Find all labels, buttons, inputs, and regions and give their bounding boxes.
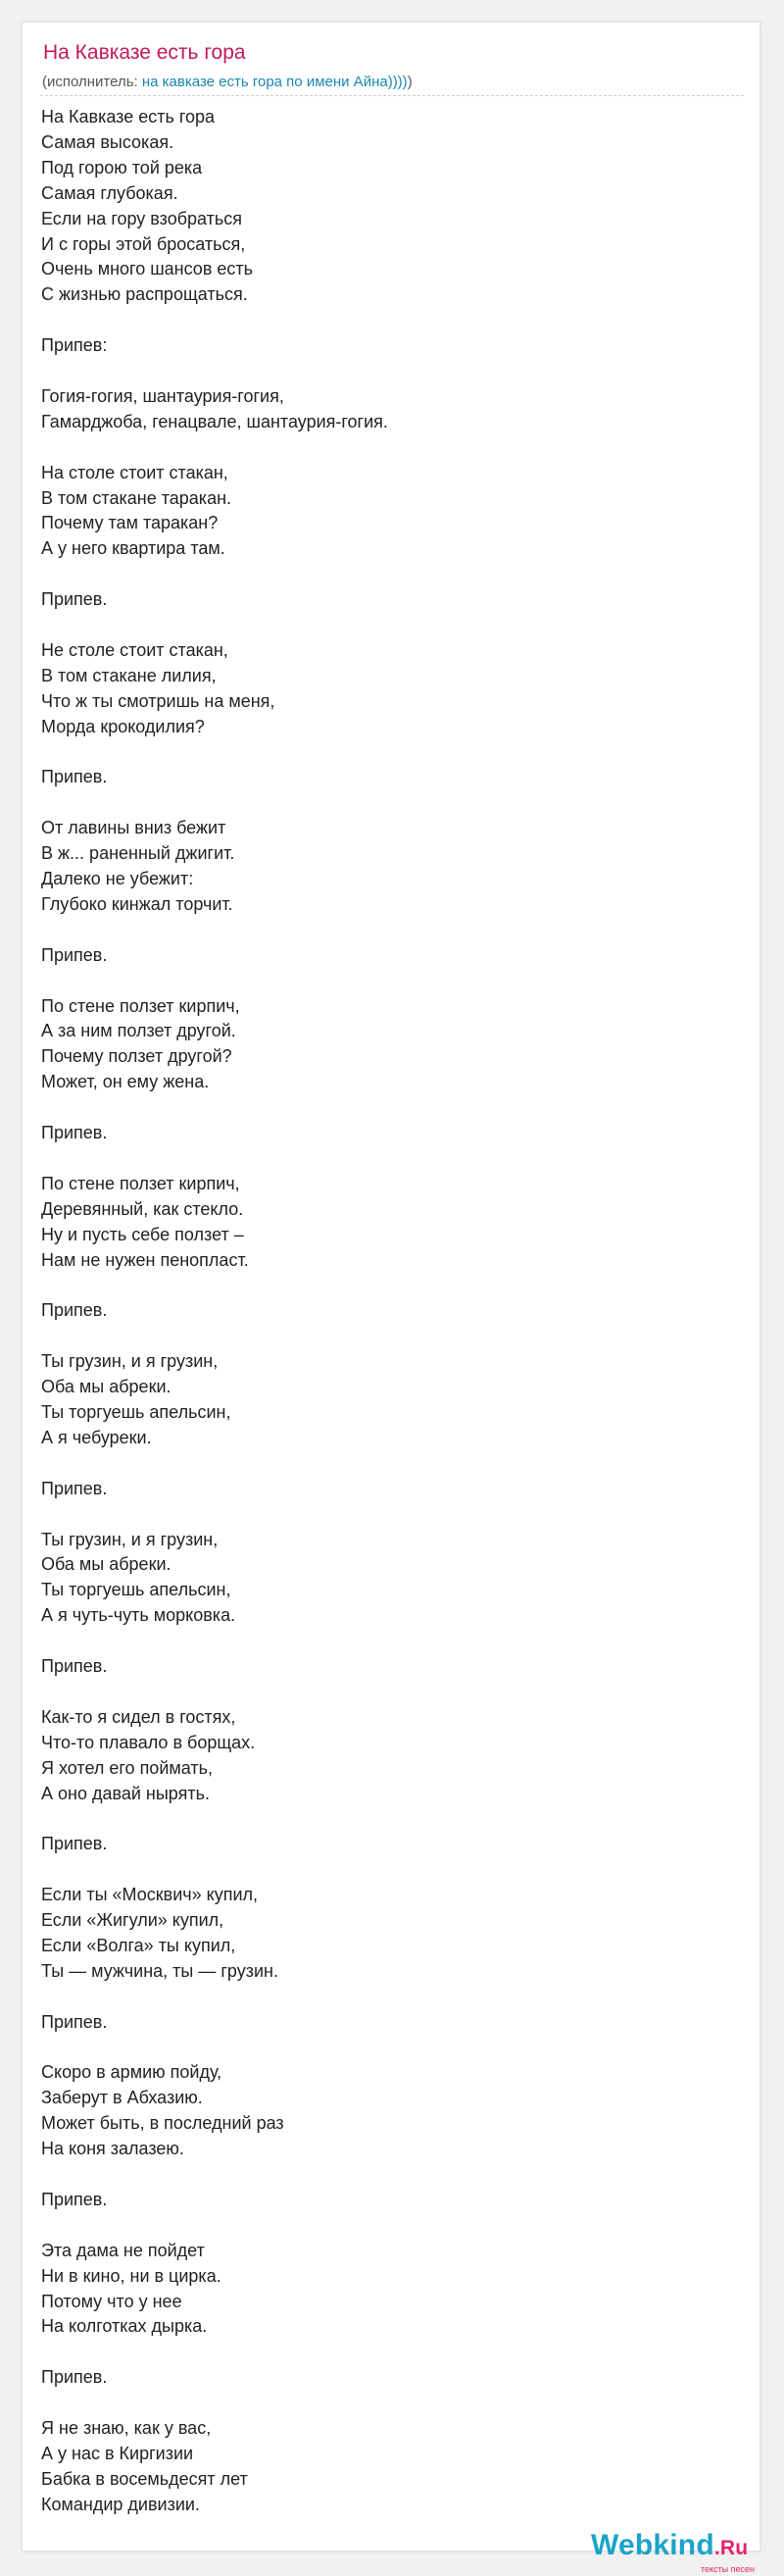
logo-wordmark: [591, 2529, 748, 2562]
lyric-line: Под горою той река: [41, 157, 203, 177]
lyric-line: Потому что у нее: [41, 2291, 182, 2311]
lyric-line: Ты грузин, и я грузин,: [41, 1351, 219, 1372]
logo-tld: .Ru: [713, 2537, 749, 2559]
lyric-blank-line: [41, 790, 727, 816]
lyric-line: Что-то плавало в борщах.: [41, 1732, 256, 1752]
lyric-line: Я хотел его поймать,: [41, 1757, 213, 1778]
lyric-line: Далеко не убежит:: [41, 869, 194, 889]
lyric-blank-line: [41, 1451, 727, 1477]
lyric-line: Припев.: [41, 1300, 108, 1321]
lyric-line: Очень много шансов есть: [41, 259, 254, 279]
byline-suffix: ): [407, 74, 413, 90]
lyric-line: Припев.: [41, 2367, 108, 2388]
lyric-blank-line: [41, 2213, 727, 2239]
lyric-line: Деревянный, как стекло.: [41, 1198, 244, 1219]
lyric-line: Припев.: [41, 1123, 108, 1143]
lyric-line: В ж... раненный джигит.: [41, 843, 235, 864]
lyric-line: Если «Жигули» купил,: [41, 1910, 224, 1931]
lyric-line: И с горы этой бросаться,: [41, 233, 246, 254]
lyric-line: Припев.: [41, 589, 108, 610]
lyric-line: А за ним ползет другой.: [41, 1021, 236, 1041]
song-title: На Кавказе есть гора: [43, 41, 246, 64]
byline-prefix: (исполнитель:: [42, 74, 142, 90]
lyric-line: Если «Волга» ты купил,: [41, 1935, 236, 1955]
lyric-line: Ни в кино, ни в цирка.: [41, 2265, 221, 2286]
lyric-line: А я чебуреки.: [41, 1427, 152, 1447]
lyric-line: Припев.: [41, 2189, 108, 2209]
lyric-line: В том стакане лилия,: [41, 665, 217, 685]
lyric-line: По стене ползет кирпич,: [41, 1173, 240, 1193]
lyric-blank-line: [41, 1680, 727, 1705]
logo-name: Webkind: [591, 2529, 714, 2561]
webkind-logo[interactable]: [591, 2529, 777, 2576]
lyric-line: В том стакане таракан.: [41, 487, 232, 508]
lyric-line: А оно давай нырять.: [41, 1783, 210, 1803]
lyric-line: Почему там таракан?: [41, 513, 219, 533]
lyric-blank-line: [41, 562, 727, 587]
lyric-blank-line: [41, 1806, 727, 1832]
artist-byline: [42, 74, 413, 90]
lyric-line: Бабка в восемьдесят лет: [41, 2468, 248, 2489]
lyric-line: Что ж ты смотришь на меня,: [41, 690, 275, 711]
lyric-line: Морда крокодилия?: [41, 716, 205, 736]
lyric-line: Может, он ему жена.: [41, 1072, 210, 1092]
lyric-blank-line: [41, 2036, 727, 2061]
lyric-line: Припев:: [41, 335, 108, 356]
lyric-line: На Кавказе есть гора: [41, 107, 216, 126]
lyric-blank-line: [41, 1629, 727, 1654]
lyric-line: Может быть, в последний раз: [41, 2113, 284, 2134]
lyric-blank-line: [41, 435, 727, 461]
lyric-line: Ты торгуешь апельсин,: [41, 1580, 231, 1600]
lyric-line: Припев.: [41, 944, 108, 965]
lyric-line: Заберут в Абхазию.: [41, 2088, 203, 2108]
artist-link[interactable]: на кавказе есть гора по имени Айна)))): [141, 74, 408, 90]
lyric-blank-line: [41, 918, 727, 943]
lyric-line: По стене ползет кирпич,: [41, 995, 240, 1016]
lyric-line: Припев.: [41, 767, 108, 787]
lyric-blank-line: [41, 1985, 727, 2010]
lyric-line: Припев.: [41, 1656, 108, 1677]
lyric-line: Ну и пусть себе ползет –: [41, 1224, 244, 1244]
lyric-line: С жизнью распрощаться.: [41, 284, 248, 305]
lyric-line: Ты грузин, и я грузин,: [41, 1529, 219, 1549]
lyric-line: Как-то я сидел в гостях,: [41, 1706, 236, 1727]
lyric-line: На коня залазею.: [41, 2139, 184, 2159]
lyric-line: Самая глубокая.: [41, 182, 178, 203]
lyric-line: А я чуть-чуть морковка.: [41, 1605, 236, 1626]
lyric-blank-line: [41, 1274, 727, 1299]
lyric-line: Командир дивизии.: [41, 2494, 200, 2514]
lyric-line: Припев.: [41, 2011, 108, 2032]
lyric-line: Эта дама не пойдет: [41, 2240, 205, 2260]
lyric-blank-line: [41, 969, 727, 994]
lyrics-text: [41, 105, 727, 2518]
lyric-line: Оба мы абреки.: [41, 1377, 172, 1397]
lyric-line: На колготках дырка.: [41, 2316, 208, 2337]
lyric-blank-line: [41, 308, 727, 333]
lyric-blank-line: [41, 2340, 727, 2365]
lyric-blank-line: [41, 740, 727, 766]
lyric-line: От лавины вниз бежит: [41, 818, 226, 838]
lyric-line: Оба мы абреки.: [41, 1554, 172, 1575]
lyric-line: А у него квартира там.: [41, 538, 225, 559]
lyric-blank-line: [41, 1095, 727, 1121]
lyric-line: Припев.: [41, 1834, 108, 1854]
lyric-blank-line: [41, 2162, 727, 2188]
lyrics-card: [22, 22, 760, 2574]
lyric-line: Самая высокая.: [41, 131, 174, 152]
lyric-blank-line: [41, 1857, 727, 1883]
lyric-blank-line: [41, 1502, 727, 1528]
lyric-line: Скоро в армию пойду,: [41, 2062, 222, 2083]
lyric-line: На столе стоит стакан,: [41, 462, 228, 482]
lyric-blank-line: [41, 359, 727, 384]
lyric-line: Если ты «Москвич» купил,: [41, 1885, 259, 1905]
lyric-line: Не столе стоит стакан,: [41, 639, 228, 660]
lyric-blank-line: [41, 2391, 727, 2416]
logo-tagline: тексты песен: [701, 2564, 756, 2574]
lyric-line: Ты — мужчина, ты — грузин.: [41, 1960, 278, 1981]
lyric-line: Гогия-гогия, шантаурия-гогия,: [41, 385, 284, 406]
lyric-line: Нам не нужен пенопласт.: [41, 1249, 249, 1270]
lyric-line: Припев.: [41, 1478, 108, 1498]
lyric-line: Гамарджоба, генацвале, шантаурия-гогия.: [41, 411, 388, 431]
lyric-blank-line: [41, 1324, 727, 1349]
lyric-line: Глубоко кинжал торчит.: [41, 893, 233, 914]
lyric-blank-line: [41, 1146, 727, 1172]
lyric-line: Если на гору взобраться: [41, 208, 243, 228]
title-divider: [40, 95, 744, 96]
lyric-blank-line: [41, 613, 727, 638]
lyric-line: Я не знаю, как у вас,: [41, 2418, 212, 2439]
lyric-line: Ты торгуешь апельсин,: [41, 1402, 231, 1423]
lyric-line: А у нас в Киргизии: [41, 2443, 194, 2463]
lyric-line: Почему ползет другой?: [41, 1046, 232, 1067]
